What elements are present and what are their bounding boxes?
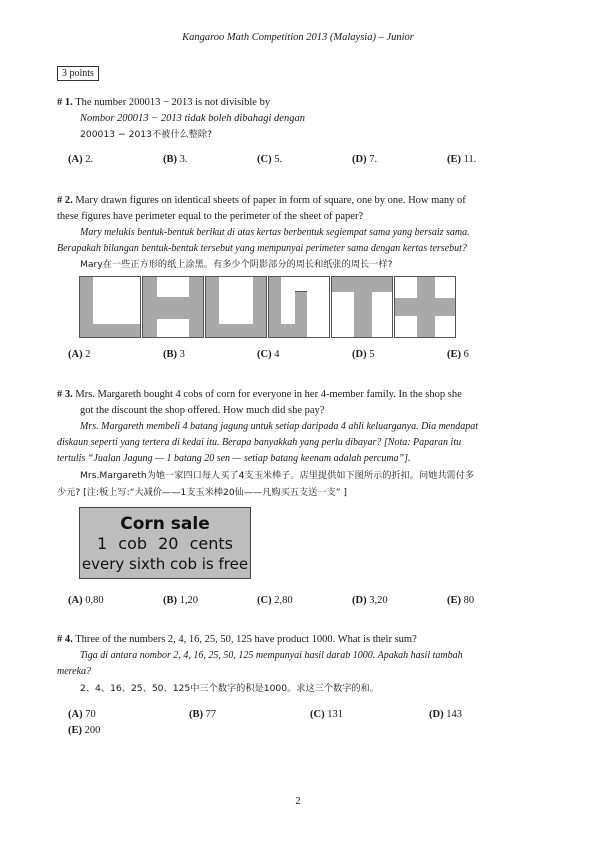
option-c[interactable]: (C) 5. bbox=[257, 154, 283, 165]
question-text-en-cont: got the discount the shop offered. How much did she pay? bbox=[80, 405, 325, 416]
option-a[interactable]: (A) 70 bbox=[68, 709, 96, 720]
question-text-ms: Mrs. Margareth membeli 4 batang jagung untuk setiap daripada 4 ahli keluarganya. Dia mendapat bbox=[80, 421, 479, 432]
question-number: # 2. bbox=[57, 195, 73, 206]
option-d[interactable]: (D) 5 bbox=[352, 349, 375, 360]
question-text-zh-cont: 少元? [注:板上写:“大减价——1支玉米棒20仙——凡购买五支送一支” ] bbox=[57, 487, 348, 498]
question-text-en: Mrs. Margareth bought 4 cobs of corn for everyone in her 4-member family. In the shop she bbox=[75, 389, 462, 400]
option-c[interactable]: (C) 2,80 bbox=[257, 595, 293, 606]
figure-plus-shape bbox=[394, 276, 456, 338]
question-text-en: Three of the numbers 2, 4, 16, 25, 50, 125 have product 1000. What is their sum? bbox=[75, 634, 417, 645]
question-number: # 3. bbox=[57, 389, 73, 400]
page-number: 2 bbox=[295, 796, 301, 807]
option-a[interactable]: (A) 2. bbox=[68, 154, 94, 165]
option-e[interactable]: (E) 6 bbox=[447, 349, 469, 360]
option-e[interactable]: (E) 80 bbox=[447, 595, 475, 606]
question-text-ms: Mary melukis bentuk-bentuk berikut di atas kertas berbentuk segiempat sama yang bersaiz sama. bbox=[80, 227, 470, 238]
page-header: Kangaroo Math Competition 2013 (Malaysia) – Junior bbox=[182, 32, 414, 43]
sign-price: 1 cob 20 cents bbox=[97, 534, 233, 553]
option-e[interactable]: (E) 11. bbox=[447, 154, 477, 165]
figure-u-shape bbox=[205, 276, 267, 338]
question-text-ms-cont: mereka? bbox=[57, 666, 92, 677]
question-number: # 1. bbox=[57, 97, 73, 108]
figure-l-shape bbox=[79, 276, 141, 338]
sign-title: Corn sale bbox=[120, 514, 210, 534]
question-text-zh: Mrs.Margareth为她一家四口每人买了4支玉米棒子。店里提供如下图所示的折扣。问她共需付多 bbox=[80, 470, 475, 481]
figure-h-shape bbox=[142, 276, 204, 338]
figure-t-shape bbox=[331, 276, 393, 338]
option-c[interactable]: (C) 131 bbox=[310, 709, 343, 720]
option-e[interactable]: (E) 200 bbox=[68, 725, 101, 736]
question-text-ms-cont: Berapakah bilangan bentuk-bentuk tersebut yang mempunyai perimeter sama dengan kertas tersebut? bbox=[57, 243, 467, 254]
option-b[interactable]: (B) 1,20 bbox=[163, 595, 198, 606]
question-4 bbox=[57, 632, 542, 698]
question-number: # 4. bbox=[57, 634, 73, 645]
sign-offer: every sixth cob is free bbox=[81, 555, 249, 573]
question-text-en: Mary drawn figures on identical sheets of paper in form of square, one by one. How many of bbox=[75, 195, 466, 206]
option-a[interactable]: (A) 0,80 bbox=[68, 595, 104, 606]
option-d[interactable]: (D) 7. bbox=[352, 154, 378, 165]
question-text-zh: 200013 − 2013不被什么整除? bbox=[80, 129, 212, 140]
question-text-zh: 2、4、16、25、50、125中三个数字的积是1000。求这三个数字的和。 bbox=[80, 683, 379, 694]
option-d[interactable]: (D) 143 bbox=[429, 709, 462, 720]
question-text-en: The number 200013 − 2013 is not divisible by bbox=[75, 97, 271, 108]
question-text-ms: Tiga di antara nombor 2, 4, 16, 25, 50, 125 mempunyai hasil darab 1000. Apakah hasil tambah bbox=[80, 650, 463, 661]
option-d[interactable]: (D) 3,20 bbox=[352, 595, 388, 606]
figure-step-shape bbox=[268, 276, 330, 338]
question-text-ms: Nombor 200013 − 2013 tidak boleh dibahagi dengan bbox=[80, 113, 305, 124]
question-3 bbox=[57, 387, 542, 501]
option-b[interactable]: (B) 3. bbox=[163, 154, 188, 165]
question-text-zh: Mary在一些正方形的纸上涂黑。有多少个阴影部分的周长和纸张的周长一样? bbox=[80, 259, 393, 270]
question-1 bbox=[57, 95, 542, 143]
option-a[interactable]: (A) 2 bbox=[68, 349, 91, 360]
question-text-en-cont: these figures have perimeter equal to the perimeter of the sheet of paper? bbox=[57, 211, 364, 222]
option-b[interactable]: (B) 3 bbox=[163, 349, 185, 360]
question-text-ms-cont: tertulis “Jualan Jagung — 1 batang 20 sen — setiap batang keenam adalah percuma”]. bbox=[57, 453, 411, 464]
option-b[interactable]: (B) 77 bbox=[189, 709, 217, 720]
corn-sale-sign bbox=[79, 507, 251, 579]
question-2 bbox=[57, 193, 542, 273]
option-c[interactable]: (C) 4 bbox=[257, 349, 280, 360]
points-label: 3 points bbox=[57, 66, 99, 81]
question-text-ms-cont: diskaun seperti yang tertera di kedai itu. Berapa banyakkah yang perlu dibayar? [Nota: Paparan itu bbox=[57, 437, 462, 448]
